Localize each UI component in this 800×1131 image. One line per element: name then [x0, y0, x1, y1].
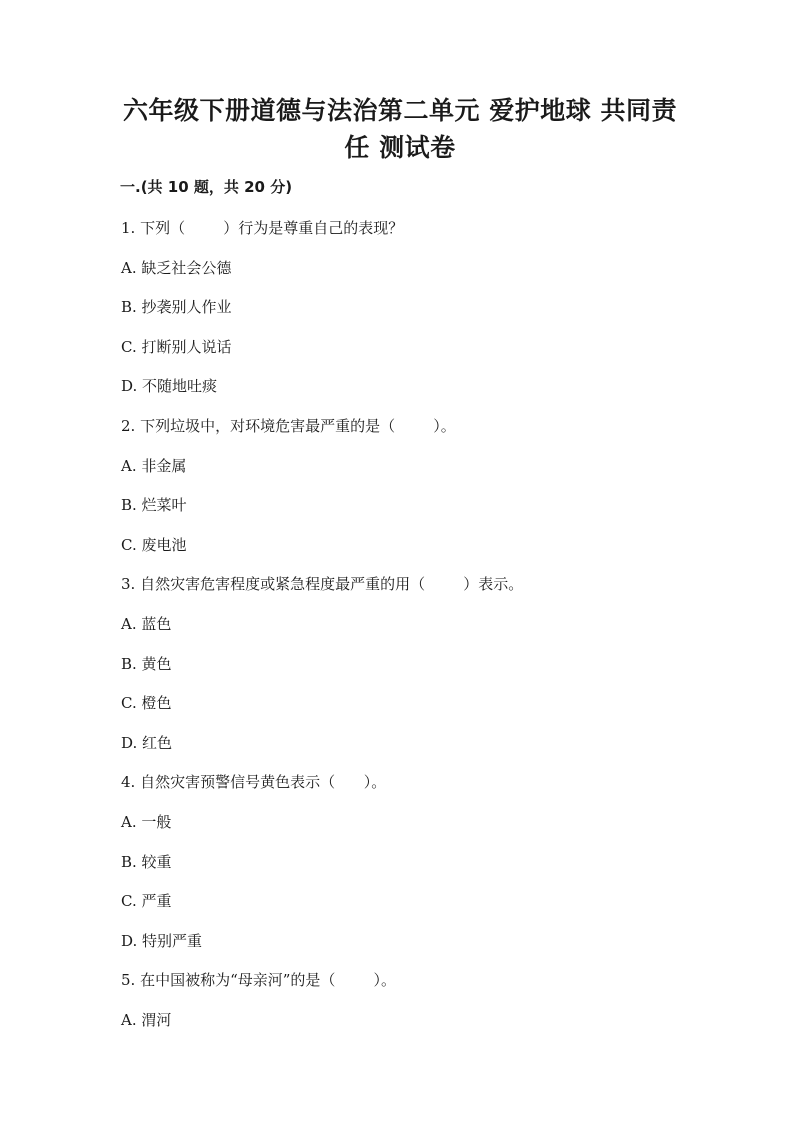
answer-option: B. 抄袭别人作业 — [121, 298, 232, 317]
question-2 — [121, 415, 721, 573]
question-stem: 3. 自然灾害危害程度或紧急程度最严重的用（ ）表示。 — [121, 575, 524, 594]
answer-option: C. 严重 — [121, 892, 172, 911]
answer-option: D. 特别严重 — [121, 931, 203, 950]
answer-option: A. 蓝色 — [121, 614, 172, 633]
document-title — [100, 92, 700, 166]
answer-option: D. 不随地吐痰 — [121, 377, 218, 396]
answer-option: C. 橙色 — [121, 694, 172, 713]
answer-option: A. 一般 — [121, 812, 172, 831]
answer-option: D. 红色 — [121, 733, 173, 752]
answer-option: A. 渭河 — [121, 1010, 172, 1029]
question-5 — [121, 969, 721, 1048]
section-heading: 一.(共 10 题，共 20 分) — [120, 178, 293, 196]
answer-option: A. 非金属 — [121, 456, 187, 475]
answer-option: A. 缺乏社会公德 — [121, 258, 232, 277]
answer-option: C. 废电池 — [121, 535, 187, 554]
question-list — [121, 217, 721, 1048]
answer-option: B. 较重 — [121, 852, 172, 871]
answer-option: B. 黄色 — [121, 654, 172, 673]
question-4 — [121, 771, 721, 969]
question-1 — [121, 217, 721, 415]
question-stem: 4. 自然灾害预警信号黄色表示（ ）。 — [121, 773, 387, 792]
answer-option: C. 打断别人说话 — [121, 337, 232, 356]
question-stem: 2. 下列垃圾中，对环境危害最严重的是（ ）。 — [121, 416, 456, 435]
question-stem: 1. 下列（ ）行为是尊重自己的表现？ — [121, 219, 404, 237]
question-stem: 5. 在中国被称为“母亲河”的是（ ）。 — [121, 971, 397, 990]
question-3 — [121, 573, 721, 771]
answer-option: B. 烂菜叶 — [121, 496, 187, 515]
title-line-2: 任 测试卷 — [344, 133, 456, 162]
title-line-1: 六年级下册道德与法治第二单元 爱护地球 共同责 — [123, 96, 677, 125]
